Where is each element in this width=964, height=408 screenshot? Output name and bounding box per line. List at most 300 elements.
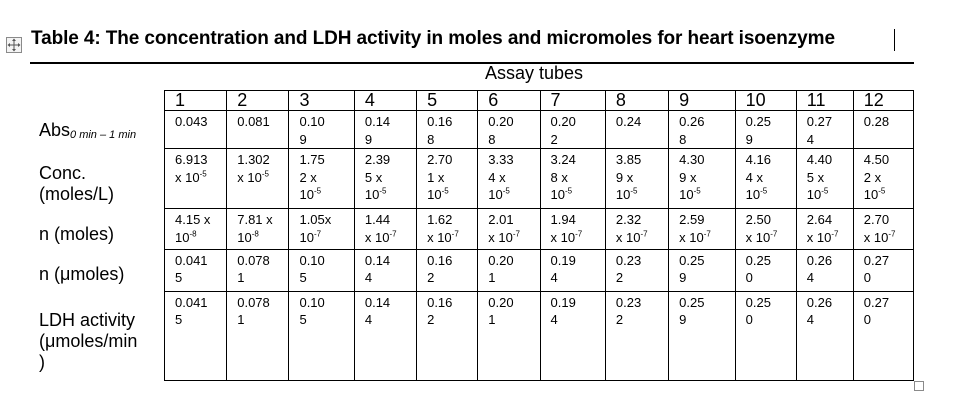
cell-line xyxy=(175,169,226,187)
cell-text: 0.10 xyxy=(299,114,325,130)
cell-line xyxy=(616,169,668,187)
cell-line xyxy=(864,229,913,247)
exponent: -5 xyxy=(379,186,387,196)
cell-line xyxy=(864,113,913,131)
cell-text: 4 x xyxy=(745,169,763,185)
table-caption: Table 4: The concentration and LDH activity in moles and micromoles for heart isoenzyme xyxy=(31,28,835,49)
caption-rule xyxy=(30,62,914,64)
cell-line xyxy=(299,311,353,329)
tube-header-row xyxy=(165,91,914,111)
cell-text: 0.14 xyxy=(364,114,391,130)
cell-line xyxy=(807,186,853,204)
cell-text: 10 xyxy=(615,187,631,203)
cell-line xyxy=(616,229,668,247)
cell-text: 0.10 xyxy=(299,252,325,268)
cell-text: 10 xyxy=(237,229,252,245)
cell-text: 2 xyxy=(427,312,435,328)
cell-text: x 10 xyxy=(806,229,832,245)
cell-line xyxy=(864,269,913,287)
cell-text: 9 xyxy=(679,270,687,286)
cell-text: x 10 xyxy=(550,229,576,245)
cell-text: 0.24 xyxy=(615,114,642,130)
table-cell xyxy=(796,209,853,249)
table-cell xyxy=(669,111,735,149)
cell-text: 0.28 xyxy=(863,114,890,130)
cell-text: 1.44 xyxy=(364,212,391,228)
tube-number-cell: 8 xyxy=(605,91,668,111)
cell-line xyxy=(427,211,477,229)
cell-text: 0.26 xyxy=(806,294,833,310)
cell-line xyxy=(365,169,416,187)
cell-line xyxy=(237,211,288,229)
exponent: -7 xyxy=(770,229,778,239)
table-cell xyxy=(735,209,796,249)
cell-line xyxy=(864,294,913,312)
cell-line xyxy=(616,211,668,229)
cell-line xyxy=(299,113,353,131)
cell-text: 0.23 xyxy=(615,252,642,268)
cell-line xyxy=(488,131,539,149)
cell-text: 4 xyxy=(806,131,815,147)
table-cell xyxy=(540,149,605,209)
row-label-abs-subscript: 0 min – 1 min xyxy=(70,129,137,141)
cell-line xyxy=(746,186,796,204)
n-umoles-row xyxy=(165,249,914,291)
table-cell xyxy=(478,149,540,209)
n-moles-row xyxy=(165,209,914,249)
table-cell xyxy=(165,111,227,149)
cell-line xyxy=(237,311,288,329)
exponent: -5 xyxy=(630,186,638,196)
cell-line xyxy=(365,186,416,204)
table-cell xyxy=(417,291,478,380)
table-cell xyxy=(165,209,227,249)
row-label-conc: Conc. xyxy=(39,163,87,183)
table-cell xyxy=(735,249,796,291)
cell-line xyxy=(807,252,853,270)
cell-line xyxy=(551,269,605,287)
cell-text: 0 xyxy=(745,270,753,286)
cell-text: 0.16 xyxy=(427,294,453,310)
cell-line xyxy=(237,169,288,187)
cell-line xyxy=(746,252,796,270)
table-cell xyxy=(669,209,735,249)
tube-number-cell: 4 xyxy=(354,91,416,111)
table-cell xyxy=(165,249,227,291)
cell-text: 0 xyxy=(745,312,753,328)
cell-line xyxy=(299,211,353,229)
cell-line xyxy=(299,151,353,169)
cell-text: 0.19 xyxy=(550,294,576,310)
table-cell xyxy=(796,249,853,291)
cell-line xyxy=(237,269,288,287)
cell-text: 4.50 xyxy=(863,152,890,168)
abs-row xyxy=(165,111,914,149)
cell-text: 3.85 xyxy=(615,152,642,168)
cell-text: 2.50 xyxy=(745,212,771,228)
cell-line xyxy=(551,211,605,229)
cell-text: 1 xyxy=(488,270,496,286)
exponent: -7 xyxy=(389,229,397,239)
table-cell xyxy=(165,291,227,380)
cell-text: x 10 xyxy=(615,229,641,245)
cell-text: 10 xyxy=(679,187,694,203)
cell-text: 10 xyxy=(488,187,503,203)
cell-line xyxy=(746,113,796,131)
exponent: -5 xyxy=(693,186,701,196)
cell-text: 2.39 xyxy=(364,152,391,168)
tube-number-cell: 3 xyxy=(289,91,354,111)
exponent: -7 xyxy=(888,229,896,239)
exponent: -5 xyxy=(199,169,207,179)
table-cell xyxy=(165,149,227,209)
cell-text: 2.59 xyxy=(679,212,705,228)
cell-text: 0.20 xyxy=(488,252,514,268)
table-cell xyxy=(853,291,913,380)
cell-line xyxy=(365,131,416,149)
move-arrows-icon xyxy=(7,38,21,52)
cell-text: 1.75 xyxy=(299,152,325,168)
cell-text: 8 x xyxy=(550,169,568,185)
cell-line xyxy=(864,151,913,169)
cell-line xyxy=(679,229,734,247)
cell-text: 2 xyxy=(615,312,624,328)
table-cell xyxy=(354,149,416,209)
table-cell xyxy=(227,209,289,249)
cell-text: 0.14 xyxy=(364,294,391,310)
cell-text: 2.70 xyxy=(427,152,453,168)
cell-text: 10 xyxy=(299,229,314,245)
cell-text: 2.32 xyxy=(615,212,642,228)
tube-number-cell: 10 xyxy=(735,91,796,111)
cell-text: 2 x xyxy=(299,169,317,185)
cell-line xyxy=(679,294,734,312)
cell-text: 1 xyxy=(237,270,245,286)
exponent: -5 xyxy=(261,169,269,179)
cell-text: 0.041 xyxy=(175,294,208,310)
cell-text: 3.33 xyxy=(488,152,514,168)
cell-line xyxy=(864,311,913,329)
tube-number-cell: 6 xyxy=(478,91,540,111)
cell-text: 5 xyxy=(299,270,307,286)
table-cell xyxy=(669,149,735,209)
cell-text: 0.25 xyxy=(745,114,771,130)
table-cell xyxy=(669,249,735,291)
cell-line xyxy=(175,294,226,312)
cell-text: 0.26 xyxy=(679,114,705,130)
cell-text: 4 xyxy=(806,270,815,286)
table-cell xyxy=(289,249,354,291)
cell-line xyxy=(551,311,605,329)
cell-text: 5 xyxy=(175,270,183,286)
cell-line xyxy=(488,151,539,169)
cell-text: 0.043 xyxy=(175,114,208,130)
cell-line xyxy=(175,269,226,287)
table-cell xyxy=(669,291,735,380)
tube-number-cell: 7 xyxy=(540,91,605,111)
cell-text: 4 xyxy=(364,312,373,328)
cell-line xyxy=(679,311,734,329)
exponent: -5 xyxy=(821,186,829,196)
cell-text: x 10 xyxy=(364,229,390,245)
cell-text: 10 xyxy=(550,187,565,203)
table-cell xyxy=(227,111,289,149)
cell-line xyxy=(807,294,853,312)
cell-text: 4.15 x xyxy=(175,212,211,228)
table-cell xyxy=(354,209,416,249)
cell-line xyxy=(679,131,734,149)
table-cell xyxy=(354,291,416,380)
table-cell xyxy=(289,209,354,249)
cell-text: 4 xyxy=(550,270,558,286)
cell-line xyxy=(616,252,668,270)
cell-text: 0.20 xyxy=(488,114,514,130)
cell-text: x 10 xyxy=(863,229,889,245)
cell-line xyxy=(807,151,853,169)
cell-text: 10 xyxy=(364,187,380,203)
row-label-ldh: LDH activity xyxy=(39,310,136,330)
cell-text: 9 x xyxy=(615,169,634,185)
cell-text: 9 xyxy=(745,131,753,147)
cell-line xyxy=(427,113,477,131)
cell-line xyxy=(365,151,416,169)
cell-text: 1.94 xyxy=(550,212,576,228)
cell-text: 0.25 xyxy=(745,252,771,268)
cell-text: 1.302 xyxy=(237,152,270,168)
exponent: -7 xyxy=(512,229,520,239)
cell-text: 2 x xyxy=(863,169,882,185)
table-cell xyxy=(605,209,668,249)
cell-line xyxy=(807,311,853,329)
table-cell xyxy=(605,291,668,380)
table-cell xyxy=(227,291,289,380)
cell-text: 4 xyxy=(806,312,815,328)
cell-text: 0.10 xyxy=(299,294,325,310)
cell-text: x 10 xyxy=(175,169,200,185)
cell-line xyxy=(746,131,796,149)
cell-line xyxy=(679,151,734,169)
cell-line xyxy=(427,311,477,329)
table-cell xyxy=(605,249,668,291)
table-cell xyxy=(540,111,605,149)
ldh-row xyxy=(165,291,914,380)
cell-text: 2.64 xyxy=(806,212,833,228)
cell-text: 8 xyxy=(427,131,435,147)
cell-text: 10 xyxy=(427,187,442,203)
table-cell xyxy=(796,149,853,209)
cell-text: 0.26 xyxy=(806,252,833,268)
cell-text: 0.25 xyxy=(679,252,705,268)
cell-text: 0.25 xyxy=(679,294,705,310)
cell-text: 5 xyxy=(175,312,183,328)
cell-line xyxy=(616,311,668,329)
cell-text: 9 xyxy=(299,131,307,147)
cell-text: 4.16 xyxy=(745,152,771,168)
table-resize-handle[interactable] xyxy=(914,381,924,391)
cell-text: 5 xyxy=(299,312,307,328)
exponent: -8 xyxy=(251,229,259,239)
cell-line xyxy=(175,311,226,329)
cell-line xyxy=(237,229,288,247)
table-cell xyxy=(796,291,853,380)
cell-line xyxy=(746,269,796,287)
cell-line xyxy=(299,294,353,312)
cell-line xyxy=(175,252,226,270)
table-cell xyxy=(289,291,354,380)
table-cell xyxy=(796,111,853,149)
cell-line xyxy=(616,186,668,204)
cell-line xyxy=(299,252,353,270)
cell-text: 0.16 xyxy=(427,114,453,130)
cell-line xyxy=(488,169,539,187)
table-cell xyxy=(478,209,540,249)
cell-line xyxy=(427,269,477,287)
cell-line xyxy=(551,169,605,187)
cell-line xyxy=(365,211,416,229)
cell-text: 9 xyxy=(679,312,687,328)
table-cell xyxy=(540,209,605,249)
table-cell xyxy=(605,149,668,209)
cell-text: 0.078 xyxy=(237,252,270,268)
cell-text: 0.27 xyxy=(806,114,833,130)
cell-text: x 10 xyxy=(679,229,704,245)
exponent: -7 xyxy=(831,229,839,239)
exponent: -5 xyxy=(760,186,768,196)
table-cell xyxy=(289,149,354,209)
cell-text: 8 xyxy=(679,131,687,147)
exponent: -5 xyxy=(878,186,886,196)
cell-text: 0.041 xyxy=(175,252,208,268)
cell-line xyxy=(746,294,796,312)
cell-line xyxy=(551,294,605,312)
cell-line xyxy=(679,211,734,229)
cell-text: 1.05x xyxy=(299,212,332,228)
cell-line xyxy=(237,151,288,169)
table-cell xyxy=(540,249,605,291)
table-cell xyxy=(853,149,913,209)
cell-text: 1 xyxy=(237,312,245,328)
cell-line xyxy=(365,252,416,270)
table-cell xyxy=(227,149,289,209)
cell-text: 2 xyxy=(615,270,624,286)
table-cell xyxy=(853,111,913,149)
table-cell xyxy=(735,291,796,380)
table-move-handle[interactable] xyxy=(6,37,22,53)
row-label-ldh-unit: (μmoles/min xyxy=(39,331,138,351)
cell-text: 6.913 xyxy=(175,152,208,168)
cell-line xyxy=(427,229,477,247)
cell-text: 2.01 xyxy=(488,212,514,228)
cell-text: 2 xyxy=(550,131,558,147)
tube-number-cell: 5 xyxy=(417,91,478,111)
cell-line xyxy=(679,169,734,187)
cell-line xyxy=(746,169,796,187)
cell-line xyxy=(807,269,853,287)
cell-text: 0.14 xyxy=(364,252,391,268)
cell-text: 9 x xyxy=(679,169,697,185)
table-cell xyxy=(478,249,540,291)
table-cell xyxy=(417,111,478,149)
cell-line xyxy=(365,229,416,247)
cell-text: 0.078 xyxy=(237,294,270,310)
exponent: -7 xyxy=(451,229,459,239)
cell-text: 4 xyxy=(364,270,373,286)
exponent: -5 xyxy=(441,186,449,196)
cell-line xyxy=(237,252,288,270)
cell-line xyxy=(679,186,734,204)
cell-line xyxy=(488,294,539,312)
cell-text: 1 x xyxy=(427,169,445,185)
cell-text: 10 xyxy=(299,187,314,203)
cell-text: 0.25 xyxy=(745,294,771,310)
cell-line xyxy=(488,211,539,229)
table-cell xyxy=(417,149,478,209)
exponent: -7 xyxy=(640,229,648,239)
conc-row xyxy=(165,149,914,209)
assay-tubes-header: Assay tubes xyxy=(485,63,584,83)
cell-text: 0.23 xyxy=(615,294,642,310)
cell-text: 2.70 xyxy=(863,212,890,228)
cell-line xyxy=(807,131,853,149)
cell-line xyxy=(551,252,605,270)
cell-line xyxy=(551,151,605,169)
cell-line xyxy=(237,294,288,312)
cell-line xyxy=(299,169,353,187)
cell-text: 9 xyxy=(364,131,373,147)
tube-number-cell: 11 xyxy=(796,91,853,111)
exponent: -7 xyxy=(313,229,322,239)
table-cell xyxy=(227,249,289,291)
cell-text: 4.40 xyxy=(806,152,833,168)
cell-line xyxy=(427,252,477,270)
table-cell xyxy=(735,149,796,209)
cell-text: 1 xyxy=(488,312,496,328)
cell-text: 0.081 xyxy=(237,114,270,130)
cell-line xyxy=(679,269,734,287)
cell-text: 10 xyxy=(863,187,879,203)
cell-line xyxy=(365,311,416,329)
table-cell xyxy=(735,111,796,149)
table-cell xyxy=(289,111,354,149)
cell-line xyxy=(299,229,353,247)
table-cell xyxy=(417,209,478,249)
cell-text: x 10 xyxy=(488,229,513,245)
cell-line xyxy=(551,229,605,247)
cell-text: 10 xyxy=(806,187,822,203)
cell-text: 8 xyxy=(488,131,496,147)
table-cell xyxy=(354,111,416,149)
cell-line xyxy=(551,131,605,149)
tube-number-cell: 9 xyxy=(669,91,735,111)
cell-line xyxy=(551,113,605,131)
cell-line xyxy=(488,252,539,270)
cell-line xyxy=(488,113,539,131)
cell-line xyxy=(237,113,288,131)
exponent: -8 xyxy=(189,229,197,239)
cell-line xyxy=(679,252,734,270)
cell-line xyxy=(864,186,913,204)
cell-line xyxy=(488,269,539,287)
cell-line xyxy=(175,113,226,131)
cell-line xyxy=(616,151,668,169)
cell-text: x 10 xyxy=(237,169,262,185)
cell-line xyxy=(616,294,668,312)
row-label-ldh-unit-close: ) xyxy=(39,352,45,372)
cell-text: x 10 xyxy=(427,229,452,245)
cell-text: 2 xyxy=(427,270,435,286)
cell-text: 5 x xyxy=(806,169,825,185)
cell-line xyxy=(864,169,913,187)
